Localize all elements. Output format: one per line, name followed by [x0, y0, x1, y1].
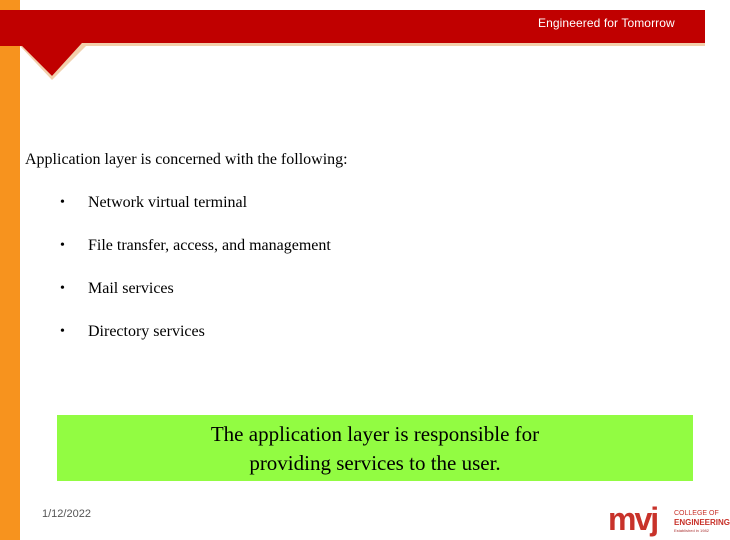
- bullet-dot: •: [60, 195, 65, 210]
- bullet-text: Directory services: [88, 323, 205, 340]
- left-accent-bar: [0, 0, 20, 540]
- logo-line-1: COLLEGE OF: [674, 510, 719, 517]
- callout-line-2: providing services to the user.: [249, 451, 501, 475]
- bullet-dot: •: [60, 324, 65, 339]
- logo-mark: mvj: [608, 501, 658, 537]
- bullet-dot: •: [60, 281, 65, 296]
- logo-line-3: Established in 1982: [674, 528, 709, 533]
- college-logo: [608, 501, 730, 540]
- bullet-text: File transfer, access, and management: [88, 237, 331, 254]
- summary-callout: [57, 415, 693, 481]
- header-shadow: [20, 43, 705, 80]
- logo-line-2: ENGINEERING: [674, 518, 730, 527]
- bullet-text: Network virtual terminal: [88, 194, 248, 211]
- bullet-text: Mail services: [88, 280, 174, 297]
- intro-text: Application layer is concerned with the following:: [25, 151, 348, 168]
- slide-date: 1/12/2022: [42, 508, 91, 520]
- header-tagline: Engineered for Tomorrow: [538, 16, 675, 30]
- callout-line-1: The application layer is responsible for: [210, 422, 540, 446]
- bullet-dot: •: [60, 238, 65, 253]
